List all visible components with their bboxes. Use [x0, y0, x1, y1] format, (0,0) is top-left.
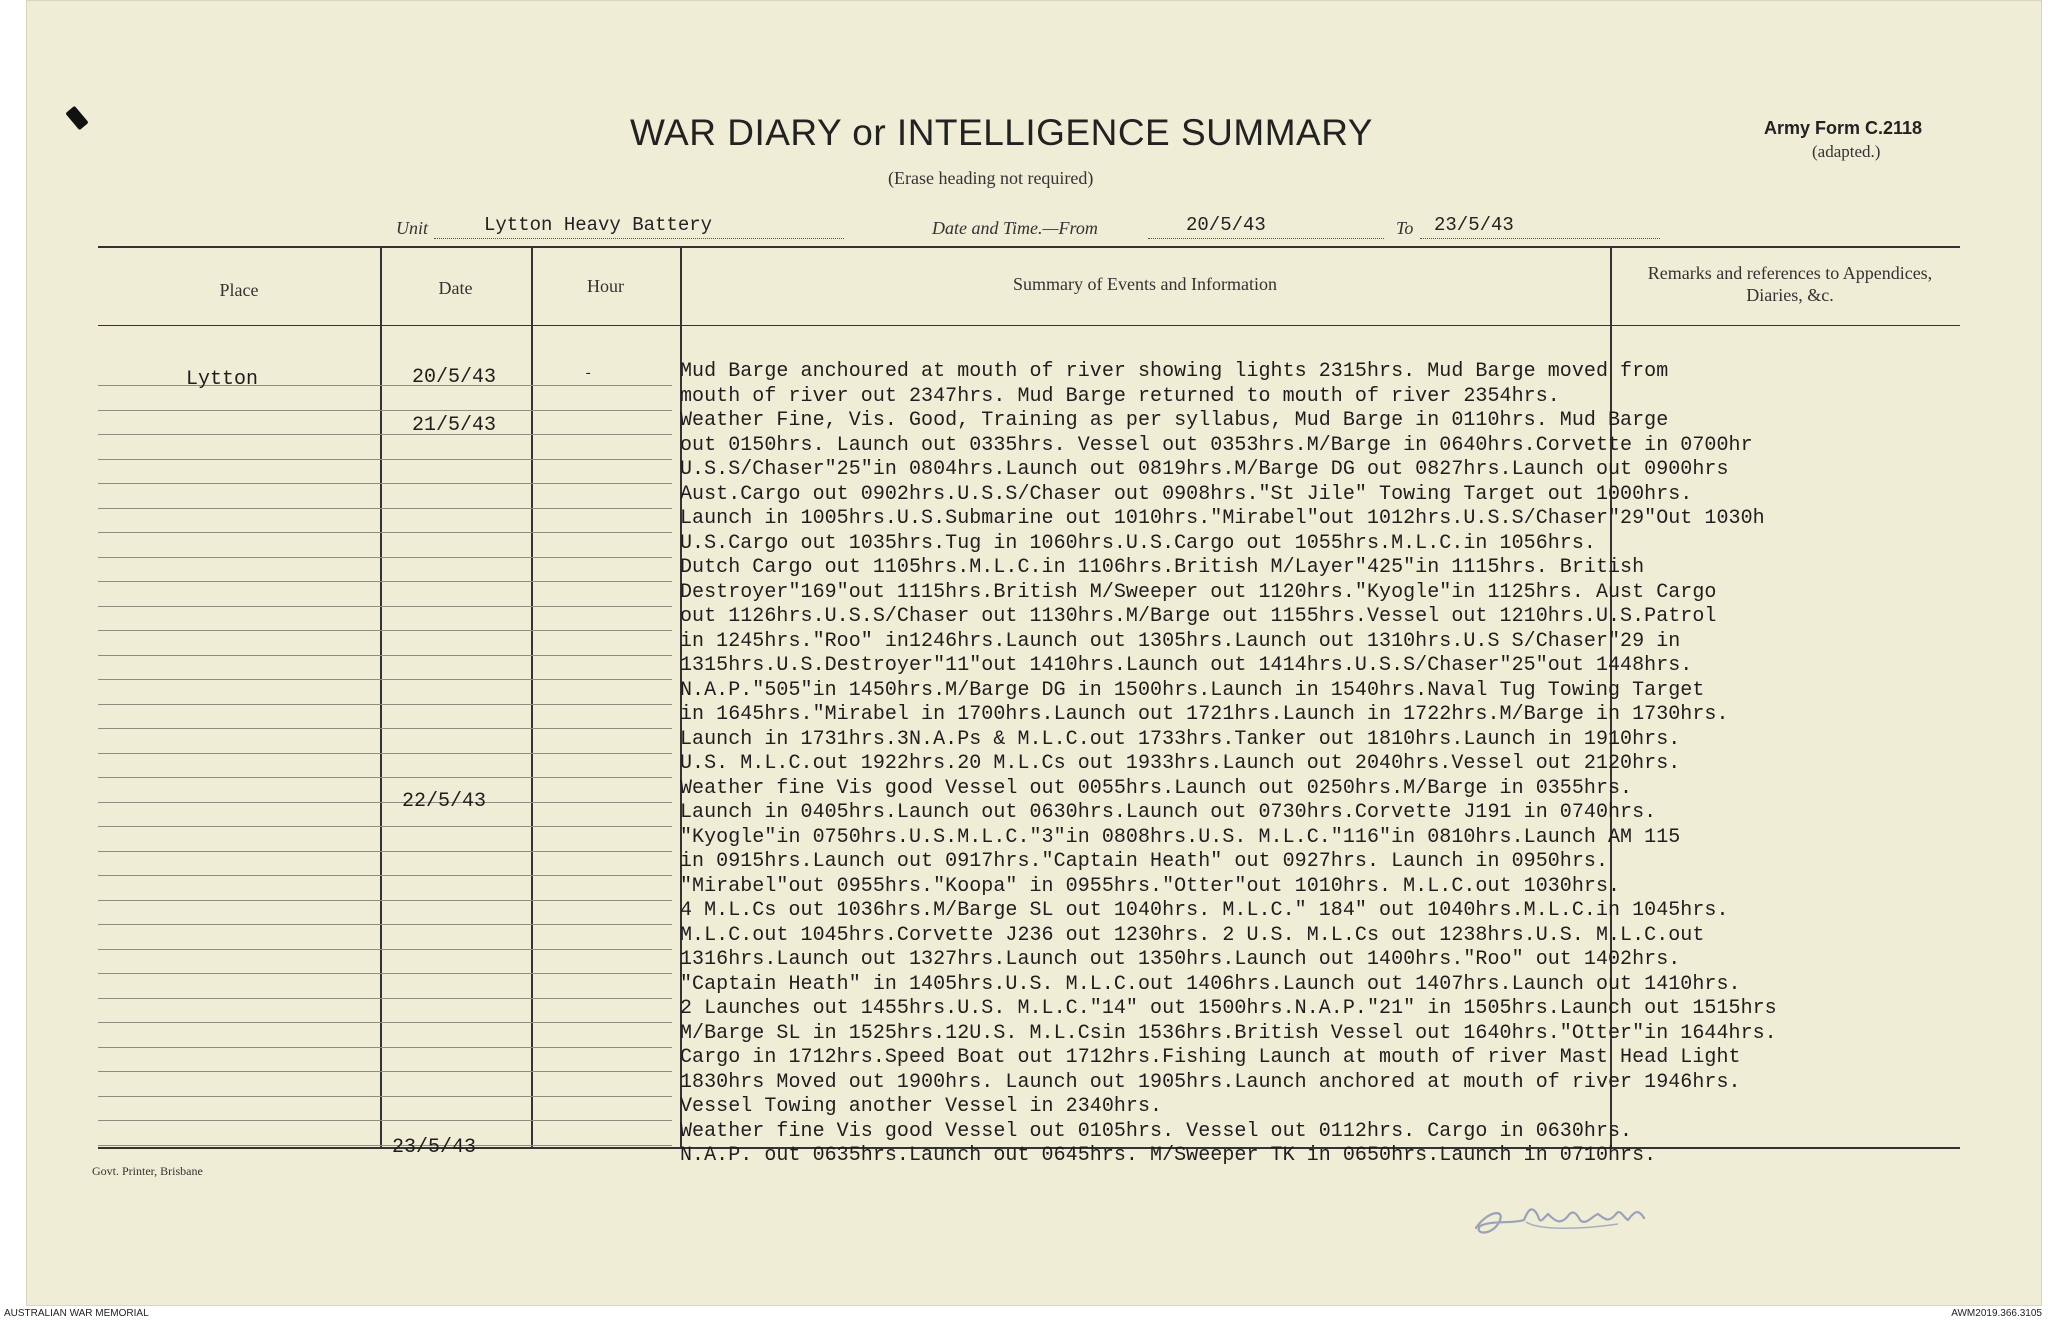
ruled-line — [98, 973, 672, 974]
summary-line: Dutch Cargo out 1105hrs.M.L.C.in 1106hrs.British M/Layer"425"in 1115hrs. British — [680, 556, 1645, 579]
ruled-line — [98, 998, 672, 999]
ruled-line — [98, 1047, 672, 1048]
summary-line: N.A.P. out 0635hrs.Launch out 0645hrs. M/Sweeper TK in 0650hrs.Launch in 0710hrs. — [680, 1144, 1657, 1167]
summary-line: Cargo in 1712hrs.Speed Boat out 1712hrs.Fishing Launch at mouth of river Mast Head Light — [680, 1046, 1741, 1069]
summary-line: Aust.Cargo out 0902hrs.U.S.S/Chaser out 0908hrs."St Jile" Towing Target out 1000hrs. — [680, 482, 1693, 506]
ruled-line — [98, 557, 672, 558]
summary-line: Launch in 1731hrs.3N.A.Ps & M.L.C.out 1733hrs.Tanker out 1810hrs.Launch in 1910hrs. — [680, 727, 1681, 751]
archive-name: AUSTRALIAN WAR MEMORIAL — [4, 1308, 149, 1319]
unit-value: Lytton Heavy Battery — [484, 214, 713, 236]
hour-dash: - — [584, 366, 593, 382]
ruled-line — [98, 753, 672, 754]
ruled-line — [98, 410, 672, 411]
date-entry-2: 21/5/43 — [412, 414, 497, 437]
summary-line: Weather fine Vis good Vessel out 0105hrs. Vessel out 0112hrs. Cargo in 0630hrs. — [680, 1119, 1633, 1143]
summary-line: N.A.P."505"in 1450hrs.M/Barge DG in 1500hrs.Launch in 1540hrs.Naval Tug Towing Target — [680, 678, 1705, 702]
ruled-line — [98, 385, 672, 386]
ruled-line — [98, 1096, 672, 1097]
ruled-line — [98, 802, 672, 803]
table-header-rule — [98, 325, 1960, 326]
summary-line: M/Barge SL in 1525hrs.12U.S. M.L.Csin 1536hrs.British Vessel out 1640hrs."Otter"in 1644hrs. — [680, 1021, 1777, 1045]
date-from-value: 20/5/43 — [1186, 214, 1266, 236]
ruled-line — [98, 581, 672, 582]
ruled-line — [98, 777, 672, 778]
archive-reference: AWM2019.366.3105 — [1951, 1308, 2042, 1319]
summary-line: U.S. M.L.C.out 1922hrs.20 M.L.Cs out 1933hrs.Launch out 2040hrs.Vessel out 2120hrs. — [680, 752, 1681, 775]
page-subtitle: (Erase heading not required) — [888, 168, 1094, 188]
unit-dotted-line — [434, 238, 844, 239]
ruled-line — [98, 679, 672, 680]
ruled-line — [98, 900, 672, 901]
column-header-hour: Hour — [587, 276, 624, 296]
ruled-line — [98, 1022, 672, 1023]
summary-line: 1830hrs Moved out 1900hrs. Launch out 1905hrs.Launch anchored at mouth of river 1946hrs. — [680, 1070, 1741, 1094]
ruled-line — [98, 459, 672, 460]
summary-line: "Captain Heath" in 1405hrs.U.S. M.L.C.out 1406hrs.Launch out 1407hrs.Launch out 1410hrs. — [680, 972, 1741, 996]
ruled-line — [98, 1071, 672, 1072]
date-entry-1: 20/5/43 — [412, 366, 497, 389]
ruled-line — [98, 606, 672, 607]
ruled-line — [98, 728, 672, 729]
ruled-line — [98, 532, 672, 533]
column-header-remarks: Remarks and references to Appendices, Diaries, &c. — [1647, 263, 1933, 305]
officer-signature — [1468, 1190, 1688, 1246]
summary-line: Vessel Towing another Vessel in 2340hrs. — [680, 1095, 1163, 1118]
summary-line: 1316hrs.Launch out 1327hrs.Launch out 1350hrs.Launch out 1400hrs."Roo" out 1402hrs. — [680, 948, 1681, 971]
adapted-label: (adapted.) — [1812, 142, 1881, 161]
ruled-line — [98, 1120, 672, 1121]
date-from-label: Date and Time.—From — [932, 218, 1098, 238]
summary-line: U.S.S/Chaser"25"in 0804hrs.Launch out 0819hrs.M/Barge DG out 0827hrs.Launch out 0900hrs — [680, 458, 1729, 481]
summary-line: "Mirabel"out 0955hrs."Koopa" in 0955hrs."Otter"out 1010hrs. M.L.C.out 1030hrs. — [680, 874, 1621, 898]
summary-line: Launch in 1005hrs.U.S.Submarine out 1010hrs."Mirabel"out 1012hrs.U.S.S/Chaser"29"Out 1030h — [680, 507, 1765, 530]
ruled-line — [98, 655, 672, 656]
summary-line: Weather fine Vis good Vessel out 0055hrs.Launch out 0250hrs.M/Barge in 0355hrs. — [680, 776, 1633, 800]
ruled-line — [98, 434, 672, 435]
ruled-line — [98, 704, 672, 705]
ruled-line — [98, 483, 672, 484]
ruled-line — [98, 1145, 672, 1146]
ruled-line — [98, 630, 672, 631]
column-divider-date — [380, 246, 382, 1148]
column-header-date: Date — [438, 278, 473, 298]
ruled-line — [98, 949, 672, 950]
summary-line: mouth of river out 2347hrs. Mud Barge returned to mouth of river 2354hrs. — [680, 384, 1560, 408]
summary-line: U.S.Cargo out 1035hrs.Tug in 1060hrs.U.S.Cargo out 1055hrs.M.L.C.in 1056hrs. — [680, 531, 1596, 555]
printer-imprint: Govt. Printer, Brisbane — [92, 1164, 203, 1178]
ruled-line — [98, 826, 672, 827]
date-entry-4: 23/5/43 — [392, 1136, 477, 1159]
column-header-summary: Summary of Events and Information — [1013, 274, 1277, 294]
date-from-dotted-line — [1148, 238, 1384, 239]
page-title: WAR DIARY or INTELLIGENCE SUMMARY — [630, 112, 1373, 153]
summary-line: Mud Barge anchoured at mouth of river showing lights 2315hrs. Mud Barge moved from — [680, 360, 1669, 383]
place-value: Lytton — [186, 368, 259, 391]
summary-line: 2 Launches out 1455hrs.U.S. M.L.C."14" out 1500hrs.N.A.P."21" in 1505hrs.Launch out 1515hrs — [680, 997, 1777, 1020]
column-header-place: Place — [219, 280, 259, 300]
summary-line: in 0915hrs.Launch out 0917hrs."Captain Heath" out 0927hrs. Launch in 0950hrs. — [680, 850, 1608, 873]
date-to-label: To — [1396, 218, 1414, 238]
table-top-rule — [98, 246, 1960, 248]
summary-line: 1315hrs.U.S.Destroyer"11"out 1410hrs.Launch out 1414hrs.U.S.S/Chaser"25"out 1448hrs. — [680, 654, 1693, 677]
summary-line: out 0150hrs. Launch out 0335hrs. Vessel out 0353hrs.M/Barge in 0640hrs.Corvette in 0700hr — [680, 433, 1753, 457]
summary-line: "Kyogle"in 0750hrs.U.S.M.L.C."3"in 0808hrs.U.S. M.L.C."116"in 0810hrs.Launch AM 115 — [680, 825, 1681, 849]
summary-line: out 1126hrs.U.S.S/Chaser out 1130hrs.M/Barge out 1155hrs.Vessel out 1210hrs.U.S.Patrol — [680, 605, 1717, 628]
date-to-value: 23/5/43 — [1434, 214, 1514, 236]
ruled-line — [98, 875, 672, 876]
summary-line: in 1645hrs."Mirabel in 1700hrs.Launch out 1721hrs.Launch in 1722hrs.M/Barge in 1730hrs. — [680, 703, 1729, 726]
army-form-label: Army Form C.2118 — [1764, 118, 1923, 138]
ruled-line — [98, 508, 672, 509]
date-to-dotted-line — [1420, 238, 1660, 239]
ruled-line — [98, 924, 672, 925]
unit-label: Unit — [396, 218, 429, 238]
summary-line: in 1245hrs."Roo" in1246hrs.Launch out 1305hrs.Launch out 1310hrs.U.S S/Chaser"29 in — [680, 629, 1681, 653]
summary-line: Launch in 0405hrs.Launch out 0630hrs.Launch out 0730hrs.Corvette J191 in 0740hrs. — [680, 801, 1657, 824]
summary-line: Destroyer"169"out 1115hrs.British M/Sweeper out 1120hrs."Kyogle"in 1125hrs. Aust Cargo — [680, 580, 1717, 604]
summary-line: Weather Fine, Vis. Good, Training as per syllabus, Mud Barge in 0110hrs. Mud Barge — [680, 409, 1669, 432]
summary-line: 4 M.L.Cs out 1036hrs.M/Barge SL out 1040hrs. M.L.C." 184" out 1040hrs.M.L.C.in 1045hrs. — [680, 899, 1729, 922]
date-entry-3: 22/5/43 — [402, 790, 487, 813]
column-divider-hour — [531, 246, 533, 1148]
summary-line: M.L.C.out 1045hrs.Corvette J236 out 1230hrs. 2 U.S. M.L.Cs out 1238hrs.U.S. M.L.C.out — [680, 923, 1705, 947]
summary-of-events — [680, 360, 2020, 1169]
archive-footer — [0, 1306, 2048, 1323]
ruled-line — [98, 851, 672, 852]
